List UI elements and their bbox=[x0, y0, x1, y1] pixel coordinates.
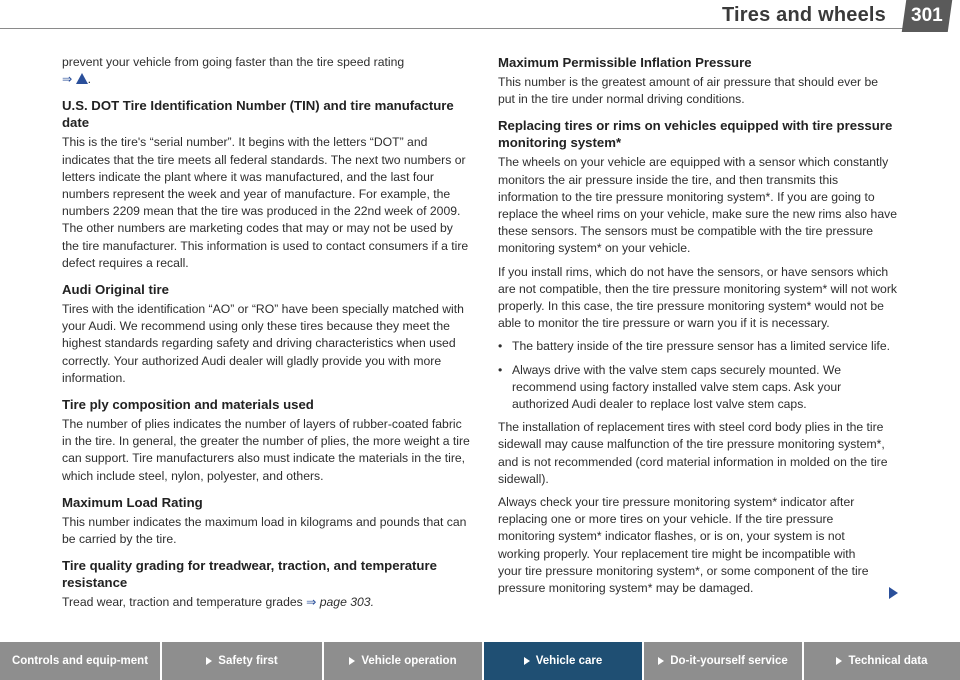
heading-inflation-pressure: Maximum Permissible Inflation Pressure bbox=[498, 55, 752, 70]
continue-arrow-icon bbox=[889, 587, 898, 599]
bullet-dot: • bbox=[498, 339, 503, 354]
bullet-text: The battery inside of the tire pressure sensor has a limited service life. bbox=[512, 339, 890, 354]
paragraph-ply-composition: The number of plies indicates the number of layers of rubber-coated fabric in the tire. In general, the greater the number of plies, the more weight a tire can support. Tire manufacturers also must indicate the materials in the tire, which include steel, nylon, polyester, and others. bbox=[62, 417, 470, 483]
triangle-right-icon bbox=[836, 657, 842, 665]
paragraph-replacing-2: If you install rims, which do not have the sensors, or have sensors which are not compatible, then the tire pressure monitoring system* will not work properly. In this case, the tire pressure monitoring system* would not be able to monitor the tire pressure or warn you if it is necessary. bbox=[498, 264, 897, 331]
tab-label: Technical data bbox=[848, 655, 928, 667]
chapter-tab-bar bbox=[0, 642, 960, 680]
page-number: 301 bbox=[911, 5, 943, 26]
heading-audi-original: Audi Original tire bbox=[62, 282, 169, 298]
header-rule bbox=[0, 28, 912, 29]
paragraph-inflation-pressure: This number is the greatest amount of air pressure that should ever be put in the tire under normal driving conditions. bbox=[498, 75, 879, 107]
bullet-text: Always drive with the valve stem caps securely mounted. We recommend using factory installed valve stem caps. Ask your authorized Audi dealer to replace lost valve stem caps. bbox=[512, 362, 842, 412]
paragraph-quality-grading bbox=[62, 594, 470, 611]
heading-max-load: Maximum Load Rating bbox=[62, 494, 203, 510]
heading-replacing-tires: Replacing tires or rims on vehicles equipped with tire pressure monitoring system* bbox=[498, 118, 893, 151]
paragraph-max-load: This number indicates the maximum load in kilograms and pounds that can be carried by the tire. bbox=[62, 514, 467, 547]
bullet-item-valve-caps bbox=[498, 362, 898, 414]
tab-vehicle-operation[interactable] bbox=[324, 642, 484, 680]
tab-technical-data[interactable] bbox=[804, 642, 960, 680]
triangle-right-icon bbox=[206, 657, 212, 665]
paragraph-check-indicator bbox=[498, 494, 898, 597]
heading-quality-grading: Tire quality grading for treadwear, traction, and temperature resistance bbox=[62, 558, 437, 591]
warning-triangle-icon[interactable] bbox=[76, 73, 88, 84]
paragraph-dot-tin: This is the tire's “serial number”. It begins with the letters “DOT” and indicates that the tire meets all federal standards. The next two numbers or letters indicate the plant where it was manufactured, and the last four numbers represent the week and year of manufacture. For example, the numbers 2209 mean that the tire was produced in the 22nd week of 2009. The other numbers are marketing codes that may or may not be used by the tire manufacturer. This information is used to contact consumers if a tire defect requires a recall. bbox=[62, 135, 469, 270]
tab-vehicle-care[interactable] bbox=[484, 642, 644, 680]
reference-arrow: ⇒ bbox=[62, 72, 73, 87]
triangle-right-icon bbox=[524, 657, 530, 665]
heading-ply-composition: Tire ply composition and materials used bbox=[62, 397, 314, 413]
tab-do-it-yourself-service[interactable] bbox=[644, 642, 804, 680]
tab-label: Do-it-yourself service bbox=[670, 655, 788, 667]
intro-paragraph: prevent your vehicle from going faster than the tire speed rating ⇒ . bbox=[62, 55, 405, 87]
triangle-right-icon bbox=[658, 657, 664, 665]
paragraph-steel-cord: The installation of replacement tires with steel cord body plies in the tire sidewall may cause malfunction of the tire pressure monitoring system*, and is not recommended (cord material information in molded on the tire sidewall). bbox=[498, 420, 888, 486]
page-header bbox=[0, 0, 960, 40]
page-reference-link[interactable]: page 303. bbox=[319, 595, 374, 610]
paragraph-replacing-1: The wheels on your vehicle are equipped with a sensor which constantly monitors the air pressure inside the tire, and then transmits this information to the tire pressure monitoring system*. If you are going to replace the wheel rims on your vehicle, make sure the new rims also have these sensors. The sensors must be compatible with the tire pressure monitoring system* on your vehicle. bbox=[498, 155, 897, 256]
page-number-box bbox=[902, 0, 952, 32]
intro-text: prevent your vehicle from going faster than the tire speed rating bbox=[62, 55, 405, 69]
section-title: Tires and wheels bbox=[721, 4, 886, 26]
tab-label: Vehicle care bbox=[535, 655, 603, 667]
bullet-item-battery bbox=[498, 338, 898, 355]
tab-label: Controls and equip-ment bbox=[11, 655, 149, 667]
tab-controls-and-equipment[interactable] bbox=[0, 642, 162, 680]
heading-dot-tin: U.S. DOT Tire Identification Number (TIN) and tire manufacture date bbox=[62, 98, 454, 131]
check-indicator-text: Always check your tire pressure monitoring system* indicator after replacing one or more tires on your vehicle. If the tire pressure monitoring system* indicator flashes, or is on, your system is not working properly. Your replacement tire might be incompatible with your tire pressure monitoring system*, or some component of the tire pressure monitoring system* may be damaged. bbox=[498, 495, 869, 596]
tab-label: Vehicle operation bbox=[361, 655, 457, 667]
tab-label: Safety first bbox=[218, 655, 278, 667]
paragraph-audi-original: Tires with the identification “AO” or “RO” have been specially matched with your Audi. We recommend using only these tires because they meet the highest standards regarding safety and driving characteristics when used correctly. Your authorized Audi dealer will gladly provide you with more information. bbox=[62, 302, 464, 385]
left-column bbox=[62, 54, 470, 617]
quality-text: Tread wear, traction and temperature grades bbox=[62, 595, 303, 610]
tab-safety-first[interactable] bbox=[162, 642, 324, 680]
bullet-dot: • bbox=[498, 362, 503, 377]
triangle-right-icon bbox=[349, 657, 355, 665]
right-column bbox=[498, 54, 898, 603]
reference-arrow: ⇒ bbox=[306, 595, 317, 610]
